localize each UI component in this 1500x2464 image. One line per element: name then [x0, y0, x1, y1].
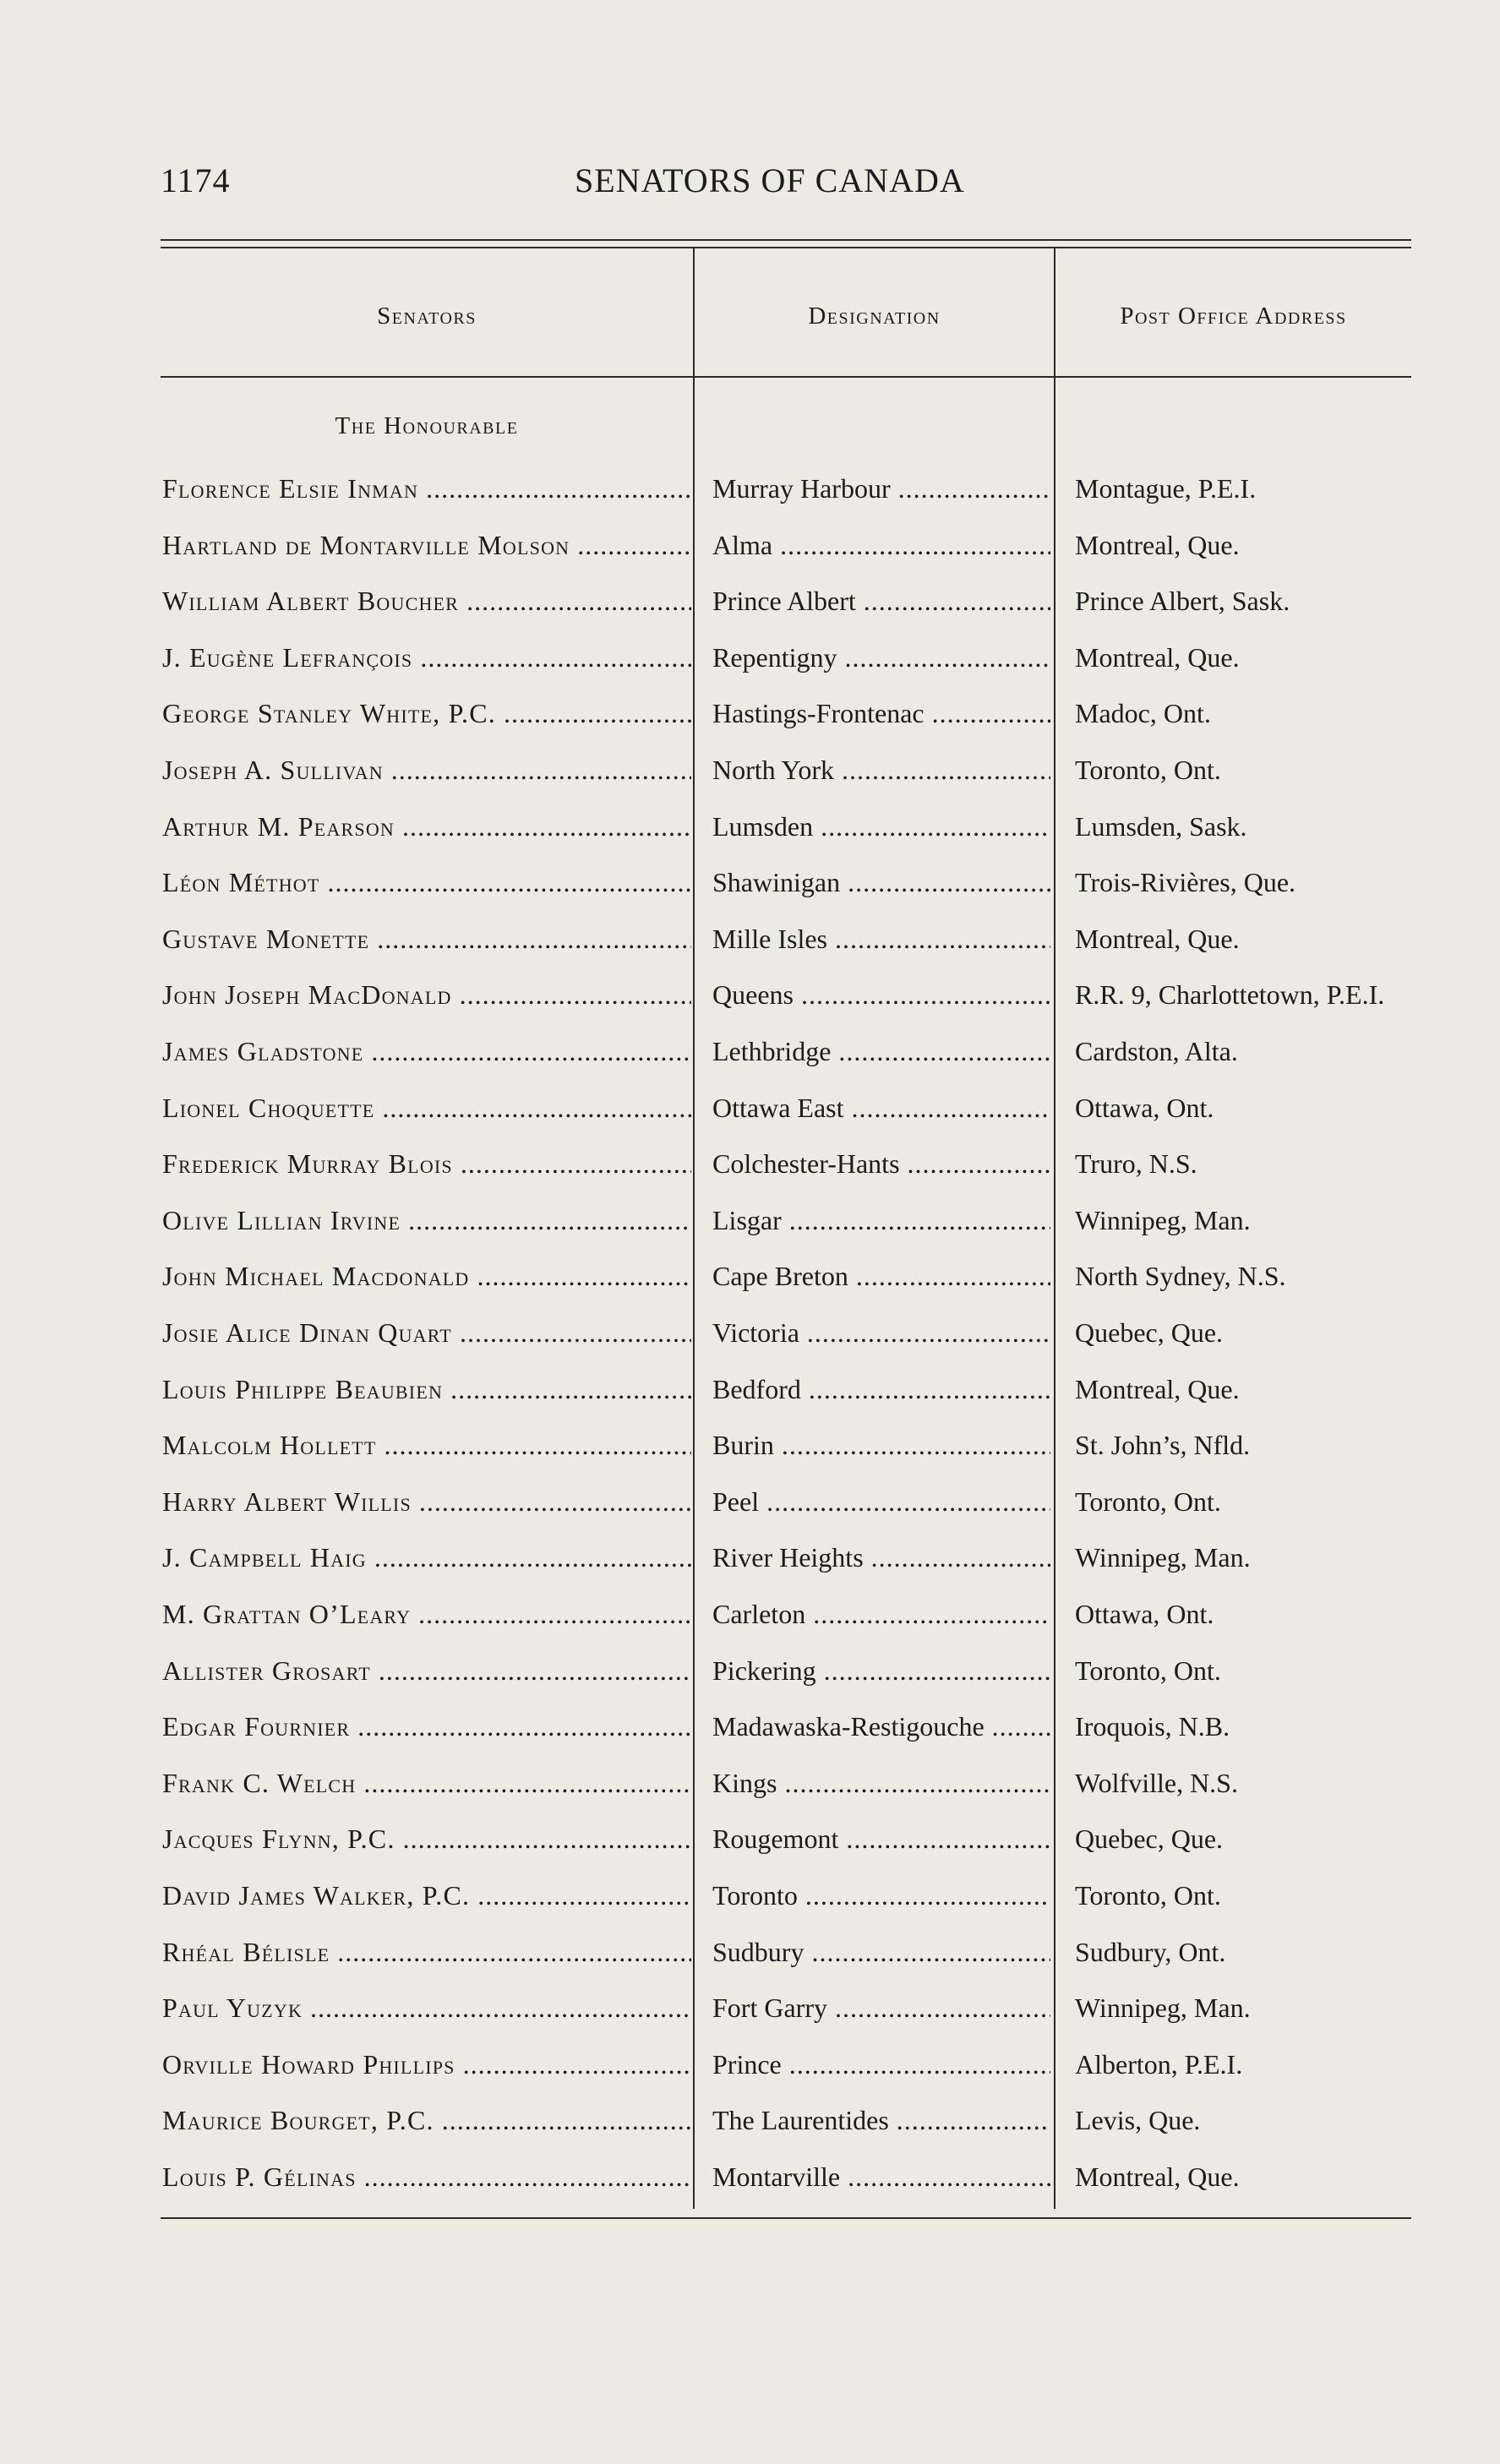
table-row	[0, 1257, 1500, 1308]
designation: Peel .....	[712, 1483, 1050, 1520]
post-office-address: R.R. 9, Charlottetown, P.E.I.	[1075, 979, 1385, 1011]
post-office-address: Toronto, Ont.	[1075, 1880, 1221, 1911]
post-office-address: Cardston, Alta.	[1075, 1036, 1238, 1066]
senator-name: Harry Albert Willis .....	[162, 1483, 691, 1520]
designation: Pickering .....	[712, 1652, 1050, 1689]
senator-name: Jacques Flynn, P.C. .....	[162, 1820, 691, 1857]
post-office-address: Montreal, Que.	[1075, 1373, 1240, 1404]
senator-name: Arthur M. Pearson .....	[162, 808, 691, 845]
senator-name: Maurice Bourget, P.C. .....	[162, 2101, 691, 2139]
senator-name: J. Campbell Haig .....	[162, 1539, 691, 1576]
table-row	[0, 1764, 1500, 1815]
senator-name: John Joseph MacDonald .....	[162, 976, 691, 1013]
table-row	[0, 1820, 1500, 1871]
senator-name: Edgar Fournier .....	[162, 1708, 691, 1745]
senator-name: Gustave Monette .....	[162, 920, 691, 957]
table-row	[0, 1426, 1500, 1477]
senator-name: Florence Elsie Inman .....	[162, 470, 691, 507]
table-row	[0, 1145, 1500, 1196]
page-title: SENATORS OF CANADA	[575, 161, 965, 199]
senator-name: Léon Méthot .....	[162, 864, 691, 901]
designation: Lethbridge .....	[712, 1033, 1050, 1070]
table-row	[0, 1089, 1500, 1140]
table-row	[0, 1595, 1500, 1646]
table-row	[0, 1483, 1500, 1534]
senator-name: George Stanley White, P.C. .....	[162, 695, 691, 732]
table-row	[0, 582, 1500, 633]
table-row	[0, 1933, 1500, 1984]
senator-name: Olive Lillian Irvine .....	[162, 1202, 691, 1239]
column-header-address: Post Office Address	[1120, 303, 1347, 330]
table-row	[0, 976, 1500, 1027]
senator-name: Louis Philippe Beaubien .....	[162, 1371, 691, 1408]
table-row	[0, 1877, 1500, 1927]
designation: North York .....	[712, 751, 1050, 788]
senator-name: Josie Alice Dinan Quart .....	[162, 1314, 691, 1351]
designation: Prince Albert .....	[712, 582, 1050, 619]
table-row	[0, 808, 1500, 859]
senator-name: Orville Howard Phillips .....	[162, 2046, 691, 2083]
table-row	[0, 751, 1500, 802]
column-header-senators: Senators	[377, 303, 477, 330]
the-honourable-label: The Honourable	[335, 412, 519, 439]
designation: Queens .....	[712, 976, 1050, 1013]
table-row	[0, 2101, 1500, 2152]
post-office-address: Ottawa, Ont.	[1075, 1599, 1214, 1629]
table-row	[0, 526, 1500, 577]
table-row	[0, 1539, 1500, 1589]
designation: Montarville .....	[712, 2158, 1050, 2195]
table-row	[0, 864, 1500, 914]
post-office-address: Winnipeg, Man.	[1075, 1542, 1251, 1573]
post-office-address: Lumsden, Sask.	[1075, 810, 1247, 842]
designation: The Laurentides .....	[712, 2101, 1050, 2139]
bottom-rule	[161, 2217, 1411, 2219]
senator-name: Frank C. Welch .....	[162, 1764, 691, 1802]
post-office-address: Truro, N.S.	[1075, 1148, 1197, 1180]
designation: Sudbury .....	[712, 1933, 1050, 1971]
post-office-address: Alberton, P.E.I.	[1075, 2048, 1243, 2080]
table-row	[0, 920, 1500, 971]
post-office-address: Quebec, Que.	[1075, 1317, 1224, 1348]
designation: Hastings-Frontenac .....	[712, 695, 1050, 732]
designation: Ottawa East .....	[712, 1089, 1050, 1126]
post-office-address: Wolfville, N.S.	[1075, 1767, 1238, 1798]
senator-name: Paul Yuzyk .....	[162, 1989, 691, 2026]
designation: Prince .....	[712, 2046, 1050, 2083]
senator-name: Rhéal Bélisle .....	[162, 1933, 691, 1971]
designation: Repentigny .....	[712, 639, 1050, 676]
table-row	[0, 1202, 1500, 1252]
designation: Bedford .....	[712, 1371, 1050, 1408]
post-office-address: Levis, Que.	[1075, 2105, 1201, 2136]
table-row	[0, 1033, 1500, 1083]
senator-name: Malcolm Hollett .....	[162, 1426, 691, 1464]
table-row	[0, 470, 1500, 521]
post-office-address: Montreal, Que.	[1075, 923, 1240, 954]
table-row	[0, 695, 1500, 745]
column-header-designation: Designation	[808, 303, 941, 330]
senator-name: David James Walker, P.C. .....	[162, 1877, 691, 1914]
senator-name: John Michael Macdonald .....	[162, 1257, 691, 1295]
post-office-address: Winnipeg, Man.	[1075, 1992, 1251, 2024]
designation: Murray Harbour .....	[712, 470, 1050, 507]
post-office-address: Montreal, Que.	[1075, 641, 1240, 673]
senator-name: James Gladstone .....	[162, 1033, 691, 1070]
senator-name: M. Grattan O’Leary .....	[162, 1595, 691, 1633]
designation: Kings .....	[712, 1764, 1050, 1802]
post-office-address: Iroquois, N.B.	[1075, 1711, 1230, 1742]
post-office-address: Trois-Rivières, Que.	[1075, 867, 1296, 898]
post-office-address: St. John’s, Nfld.	[1075, 1430, 1251, 1461]
designation: Victoria .....	[712, 1314, 1050, 1351]
table-row	[0, 1708, 1500, 1758]
post-office-address: Montreal, Que.	[1075, 529, 1240, 560]
senator-name: Frederick Murray Blois .....	[162, 1145, 691, 1182]
post-office-address: Quebec, Que.	[1075, 1823, 1224, 1855]
designation: Cape Breton .....	[712, 1257, 1050, 1295]
table-row	[0, 2158, 1500, 2209]
table-row	[0, 639, 1500, 690]
designation: Rougemont .....	[712, 1820, 1050, 1857]
designation: Shawinigan .....	[712, 864, 1050, 901]
senator-name: Allister Grosart .....	[162, 1652, 691, 1689]
senator-name: Louis P. Gélinas .....	[162, 2158, 691, 2195]
table-row	[0, 1989, 1500, 2040]
table-row	[0, 1314, 1500, 1365]
designation: River Heights .....	[712, 1539, 1050, 1576]
senator-name: Joseph A. Sullivan .....	[162, 751, 691, 788]
post-office-address: Madoc, Ont.	[1075, 698, 1211, 729]
table-row	[0, 1652, 1500, 1703]
page-number: 1174	[161, 161, 231, 199]
senator-name: J. Eugène Lefrançois .....	[162, 639, 691, 676]
designation: Lisgar .....	[712, 1202, 1050, 1239]
designation: Burin .....	[712, 1426, 1050, 1464]
senator-name: Hartland de Montarville Molson .....	[162, 526, 691, 564]
post-office-address: Prince Albert, Sask.	[1075, 586, 1290, 617]
post-office-address: Winnipeg, Man.	[1075, 1204, 1251, 1235]
designation: Madawaska-Restigouche .....	[712, 1708, 1050, 1745]
designation: Colchester-Hants .....	[712, 1145, 1050, 1182]
senator-name: William Albert Boucher .....	[162, 582, 691, 619]
post-office-address: North Sydney, N.S.	[1075, 1261, 1286, 1292]
post-office-address: Toronto, Ont.	[1075, 1654, 1221, 1686]
table-row	[0, 2046, 1500, 2096]
designation: Carleton .....	[712, 1595, 1050, 1633]
post-office-address: Montreal, Que.	[1075, 2161, 1240, 2192]
designation: Fort Garry .....	[712, 1989, 1050, 2026]
post-office-address: Ottawa, Ont.	[1075, 1092, 1214, 1123]
designation: Alma .....	[712, 526, 1050, 564]
post-office-address: Sudbury, Ont.	[1075, 1936, 1226, 1967]
post-office-address: Toronto, Ont.	[1075, 755, 1221, 785]
designation: Lumsden .....	[712, 808, 1050, 845]
senator-name: Lionel Choquette .....	[162, 1089, 691, 1126]
designation: Toronto .....	[712, 1877, 1050, 1914]
table-row	[0, 1371, 1500, 1421]
post-office-address: Toronto, Ont.	[1075, 1485, 1221, 1517]
post-office-address: Montague, P.E.I.	[1075, 473, 1257, 504]
designation: Mille Isles .....	[712, 920, 1050, 957]
